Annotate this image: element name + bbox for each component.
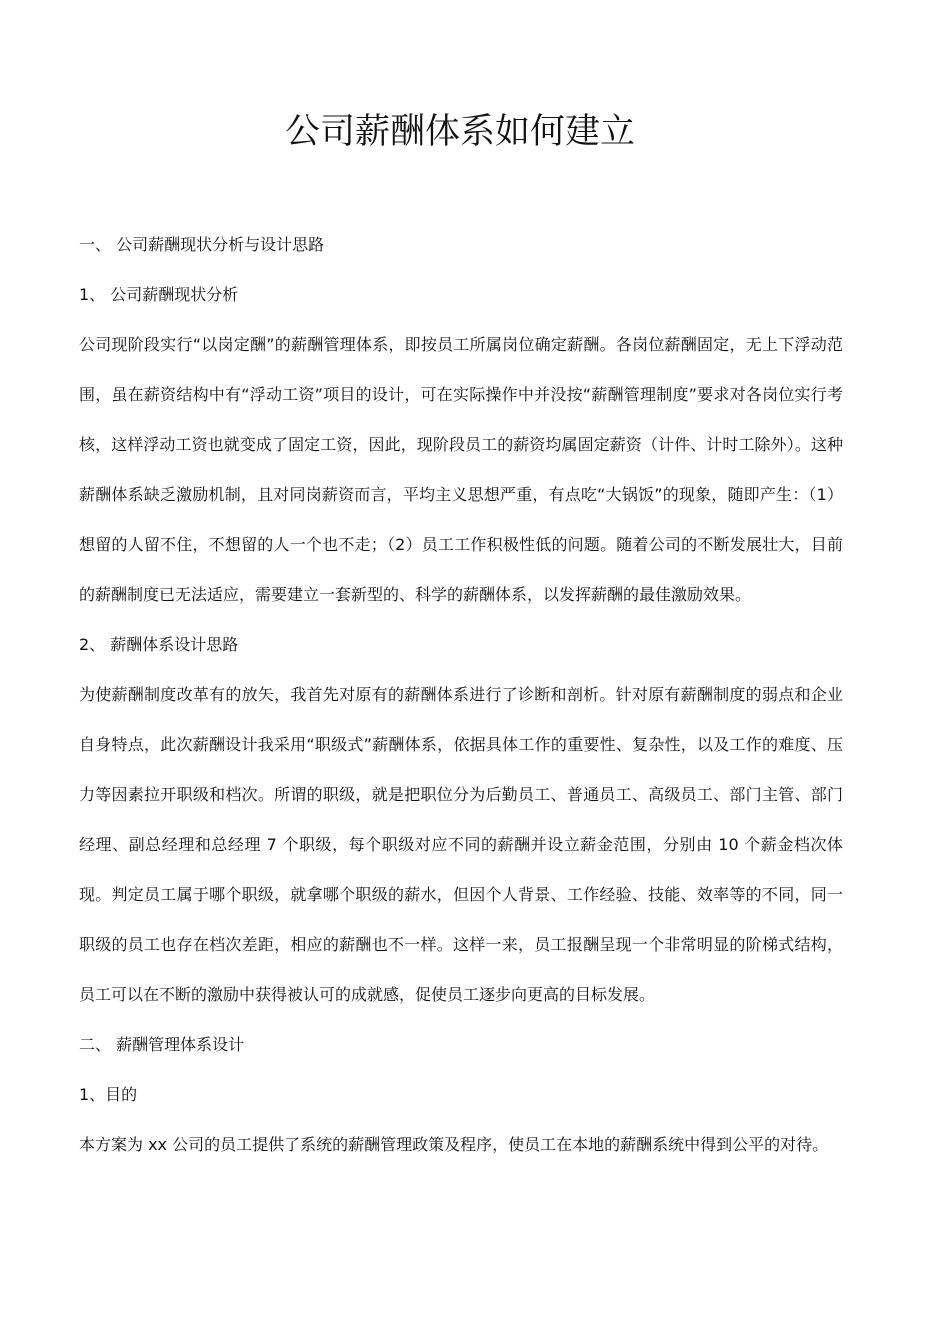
document-body <box>79 220 843 1170</box>
section-heading-1: 一、 公司薪酬现状分析与设计思路 <box>79 235 325 254</box>
subsection-heading-1-2: 2、 薪酬体系设计思路 <box>79 635 239 654</box>
paragraph-design-approach: 为使薪酬制度改革有的放矢，我首先对原有的薪酬体系进行了诊断和剖析。针对原有薪酬制度的弱点和企业自身特点，此次薪酬设计我采用“职级式”薪酬体系，依据具体工作的重要性、复杂性，以及工作的难度、压力等因素拉开职级和档次。所谓的职级，就是把职位分为后勤员工、普通员工、高级员工、部门主管、部门经理、副总经理和总经理 7 个职级，每个职级对应不同的薪酬并设立薪金范围，分别由 10 个薪金档次体现。判定员工属于哪个职级，就拿哪个职级的薪水，但因个人背景、工作经验、技能、效率等的不同，同一职级的员工也存在档次差距，相应的薪酬也不一样。这样一来，员工报酬呈现一个非常明显的阶梯式结构，员工可以在不断的激励中获得被认可的成就感，促使员工逐步向更高的目标发展。 <box>79 685 843 1004</box>
subsection-heading-1-1: 1、 公司薪酬现状分析 <box>79 285 239 304</box>
document-title: 公司薪酬体系如何建立 <box>284 112 635 152</box>
paragraph-current-analysis: 公司现阶段实行“以岗定酬”的薪酬管理体系，即按员工所属岗位确定薪酬。各岗位薪酬固定，无上下浮动范围，虽在薪资结构中有“浮动工资”项目的设计，可在实际操作中并没按“薪酬管理制度”要求对各岗位实行考核，这样浮动工资也就变成了固定工资，因此，现阶段员工的薪资均属固定薪资（计件、计时工除外）。这种薪酬体系缺乏激励机制，且对同岗薪资而言，平均主义思想严重，有点吃“大锅饭”的现象，随即产生：（1）想留的人留不住，不想留的人一个也不走；（2）员工工作积极性低的问题。随着公司的不断发展壮大，目前的薪酬制度已无法适应，需要建立一套新型的、科学的薪酬体系，以发挥薪酬的最佳激励效果。 <box>79 335 843 604</box>
section-heading-2: 二、 薪酬管理体系设计 <box>79 1035 245 1054</box>
paragraph-purpose: 本方案为 xx 公司的员工提供了系统的薪酬管理政策及程序，使员工在本地的薪酬系统中得到公平的对待。 <box>79 1135 829 1154</box>
subsection-heading-2-1: 1、目的 <box>79 1085 138 1104</box>
